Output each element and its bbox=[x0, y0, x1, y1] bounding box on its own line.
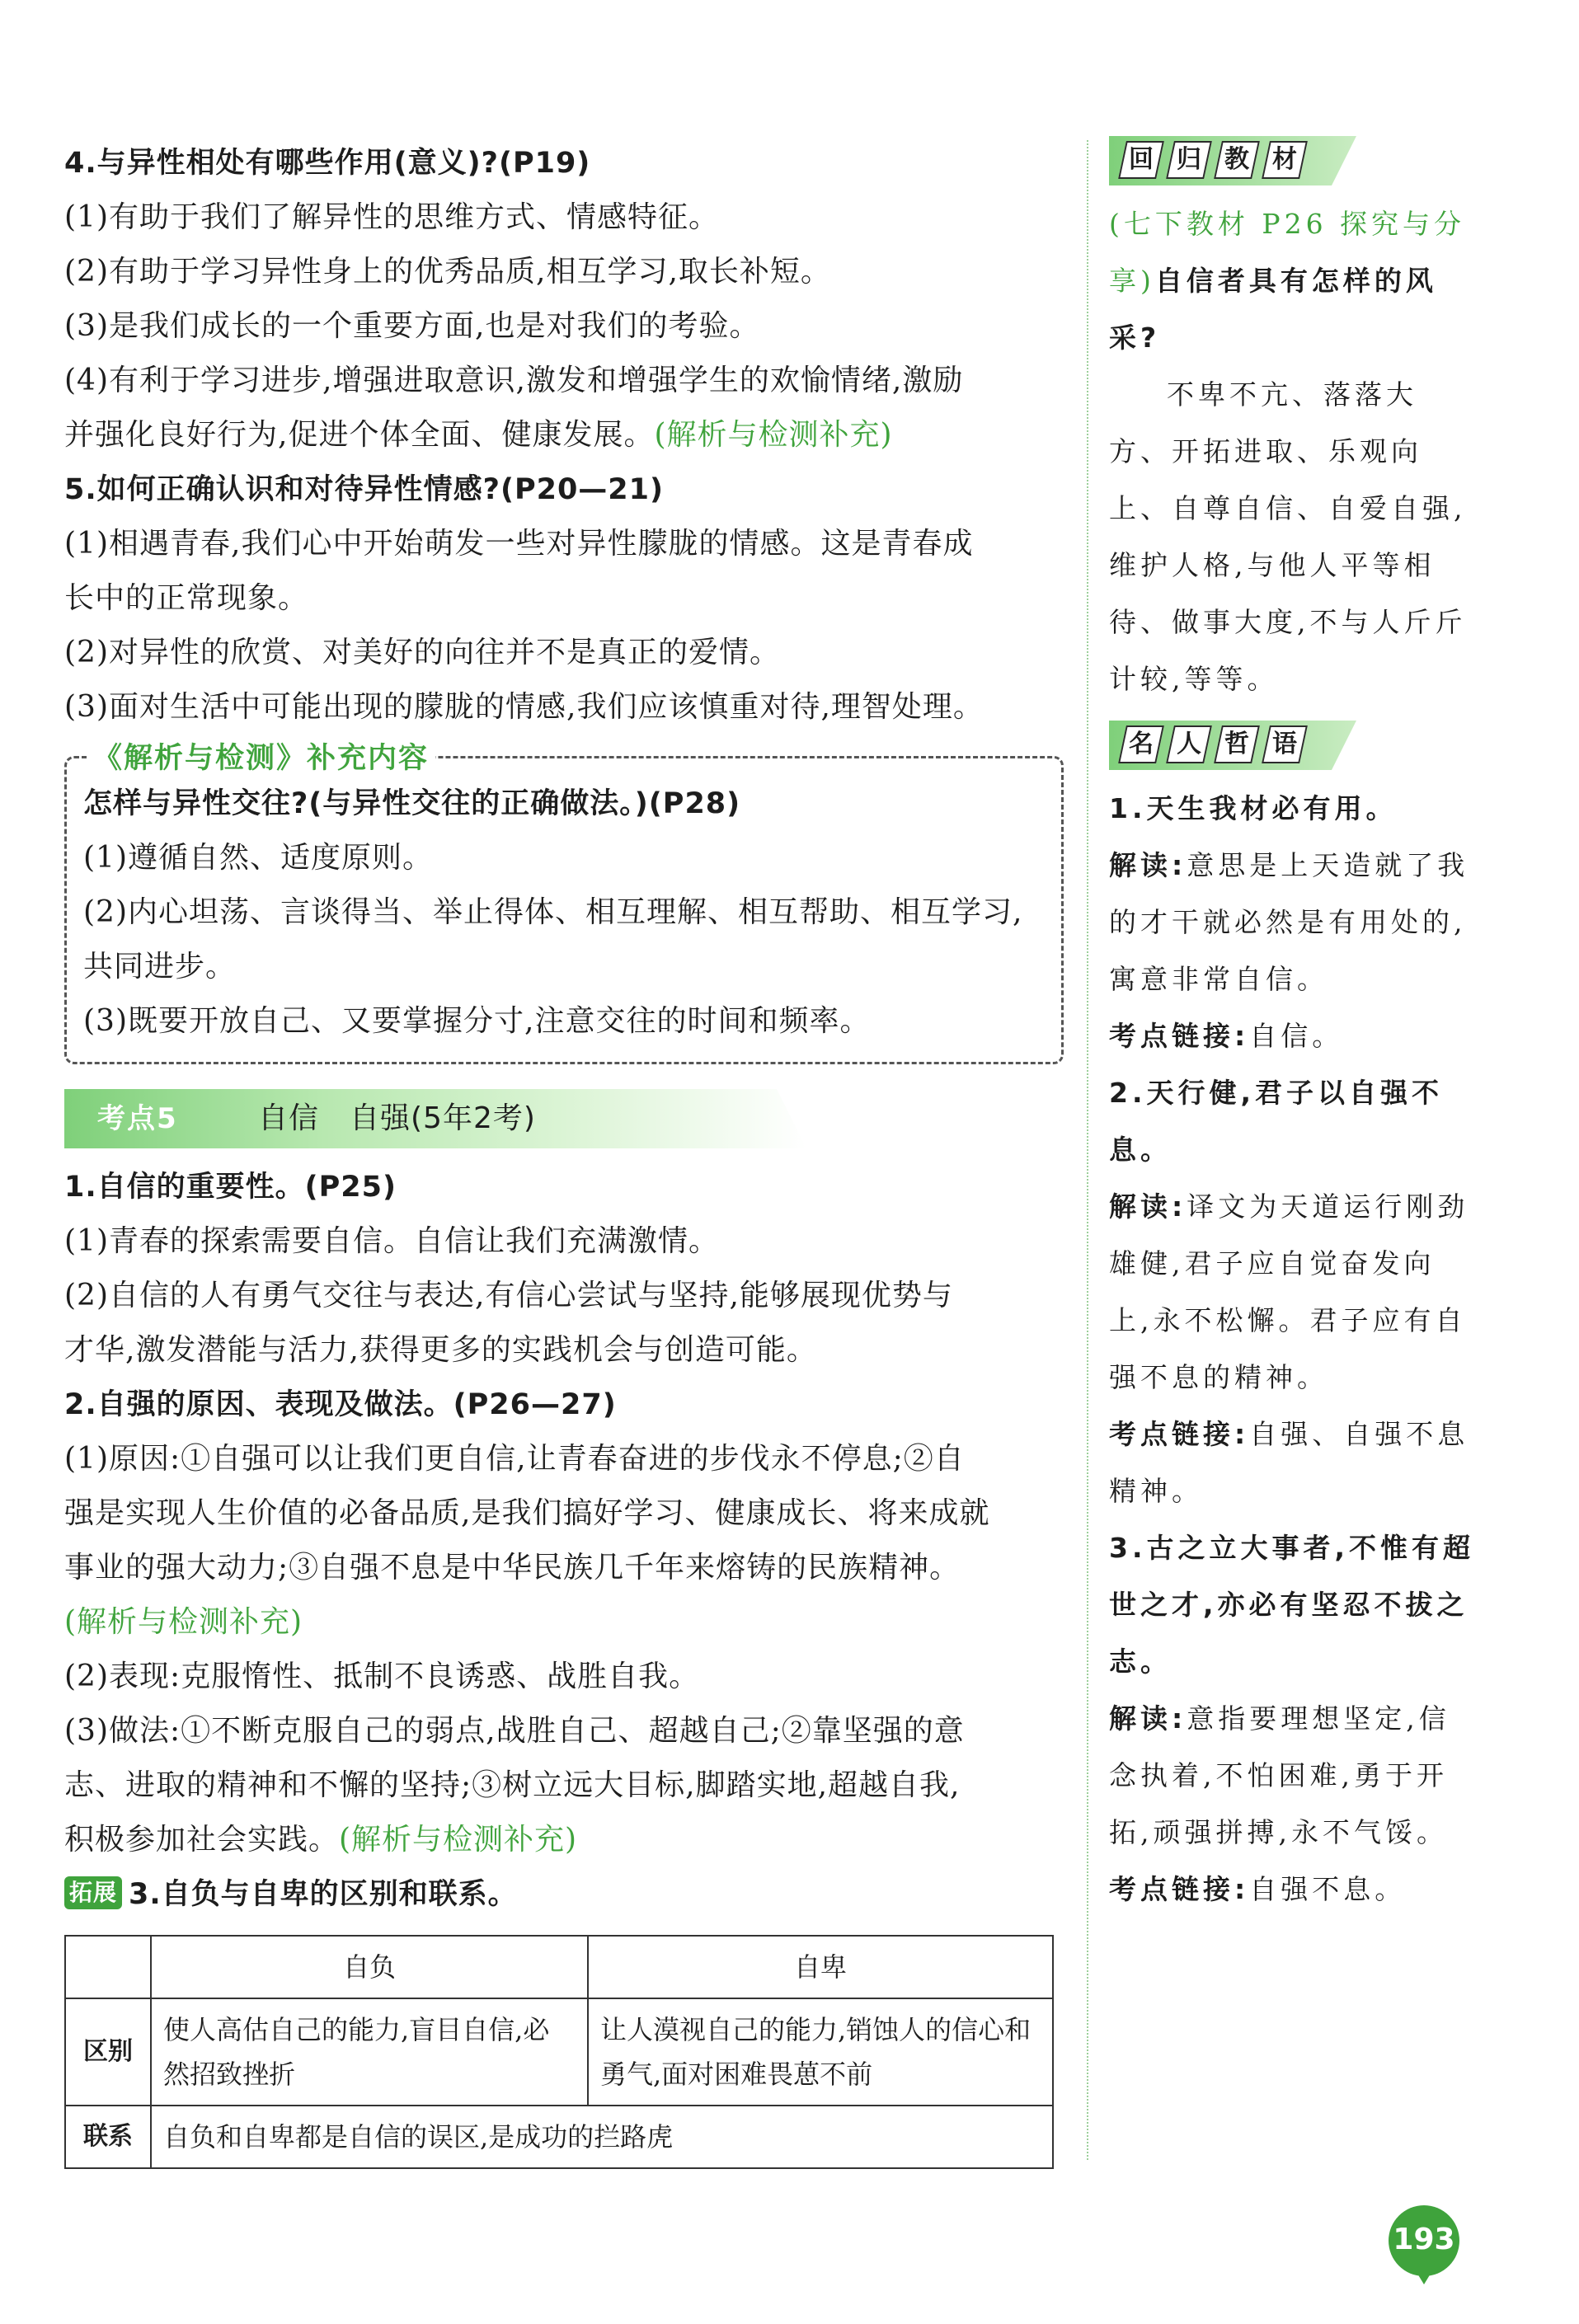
k2-item-1c: 事业的强大动力;③自强不息是中华民族几千年来熔铸的民族精神。 bbox=[64, 1551, 961, 1585]
quote-3-interpretation: 解读:意指要理想坚定,信念执着,不怕困难,勇于开拓,顽强拼搏,永不气馁。 bbox=[1109, 1702, 1450, 1848]
banner-mingren-zheyu bbox=[1109, 721, 1356, 770]
supplement-box bbox=[64, 742, 1064, 1064]
k2-item-3b: 志、进取的精神和不懈的坚持;③树立远大目标,脚踏实地,超越自我, bbox=[64, 1768, 961, 1802]
quote-3-link: 考点链接:自强不息。 bbox=[1109, 1873, 1407, 1905]
k2-title: 2.自强的原因、表现及做法。(P26—27) bbox=[64, 1388, 617, 1421]
left-column bbox=[64, 136, 1062, 2169]
k2-item-1a: (1)原因:①自强可以让我们更自信,让青春奋进的步伐永不停息;②自 bbox=[64, 1442, 965, 1476]
k3-title: 3.自负与自卑的区别和联系。 bbox=[129, 1878, 518, 1911]
table-cell: 自负和自卑都是自信的误区,是成功的拦路虎 bbox=[151, 2106, 1053, 2168]
quote-2-link: 考点链接:自强、自强不息精神。 bbox=[1109, 1418, 1469, 1507]
banner-char: 归 bbox=[1166, 141, 1212, 179]
banner-huigui-jiaocai bbox=[1109, 136, 1356, 185]
section-4-title: 4.与异性相处有哪些作用(意义)?(P19) bbox=[64, 147, 591, 180]
banner-char: 人 bbox=[1166, 725, 1212, 763]
table-cell: 让人漠视自己的能力,销蚀人的信心和勇气,面对困难畏葸不前 bbox=[588, 1998, 1053, 2106]
table-cell: 使人高估自己的能力,盲目自信,必然招致挫折 bbox=[151, 1998, 588, 2106]
page-number: 193 bbox=[1389, 2205, 1459, 2276]
table-row bbox=[65, 1998, 1053, 2106]
k2-item-3c bbox=[64, 1813, 1062, 1867]
banner-char: 教 bbox=[1214, 141, 1260, 179]
table-col-zibei: 自卑 bbox=[588, 1936, 1053, 1998]
tuozhan-badge: 拓展 bbox=[64, 1876, 122, 1909]
supplement-question: 怎样与异性交往?(与异性交往的正确做法。)(P28) bbox=[83, 787, 741, 820]
table-col-zifu: 自负 bbox=[151, 1936, 588, 1998]
k1-item-1: (1)青春的探索需要自信。自信让我们充满激情。 bbox=[64, 1224, 719, 1258]
supplement-item-1: (1)遵循自然、适度原则。 bbox=[83, 841, 433, 875]
quote-1-link: 考点链接:自信。 bbox=[1109, 1020, 1344, 1052]
textbook-ref bbox=[1109, 195, 1476, 366]
quote-2-interpretation: 解读:译文为天道运行刚劲雄健,君子应自觉奋发向上,永不松懈。君子应有自强不息的精神。 bbox=[1109, 1190, 1469, 1393]
kaodian-banner bbox=[64, 1089, 1062, 1148]
quote-2: 2.天行健,君子以自强不息。 bbox=[1109, 1077, 1444, 1166]
banner-chars bbox=[1122, 725, 1304, 763]
s4-supplement-note: (解析与检测补充) bbox=[654, 418, 893, 452]
banner-char: 回 bbox=[1118, 141, 1164, 179]
supplement-title: 《解析与检测》补充内容 bbox=[87, 735, 435, 777]
s4-item-1: (1)有助于我们了解异性的思维方式、情感特征。 bbox=[64, 200, 719, 234]
s4-item-2: (2)有助于学习异性身上的优秀品质,相互学习,取长补短。 bbox=[64, 255, 831, 289]
s4-item-3: (3)是我们成长的一个重要方面,也是对我们的考验。 bbox=[64, 309, 760, 343]
table-row bbox=[65, 2106, 1053, 2168]
banner-char: 哲 bbox=[1214, 725, 1260, 763]
s4-item-4a: (4)有利于学习进步,增强进取意识,激发和增强学生的欢愉情绪,激励 bbox=[64, 364, 964, 397]
table-corner-cell bbox=[65, 1936, 151, 1998]
section-5-title: 5.如何正确认识和对待异性情感?(P20—21) bbox=[64, 473, 665, 506]
k2-item-3-note: (解析与检测补充) bbox=[339, 1823, 578, 1857]
k2-item-1b: 强是实现人生价值的必备品质,是我们搞好学习、健康成长、将来成就 bbox=[64, 1496, 990, 1530]
kaodian-title: 自信 自强(5年2考) bbox=[258, 1101, 536, 1135]
k2-item-2: (2)表现:克服惰性、抵制不良诱惑、战胜自我。 bbox=[64, 1660, 700, 1693]
quote-3: 3.古之立大事者,不惟有超世之才,亦必有坚忍不拔之志。 bbox=[1109, 1532, 1475, 1678]
table-row-head-lianxi: 联系 bbox=[65, 2106, 151, 2168]
column-divider bbox=[1087, 140, 1088, 2160]
banner-char: 材 bbox=[1262, 141, 1308, 179]
table-header-row bbox=[65, 1936, 1053, 1998]
banner-char: 名 bbox=[1118, 725, 1164, 763]
supplement-item-2a: (2)内心坦荡、言谈得当、举止得体、相互理解、相互帮助、相互学习, bbox=[83, 895, 1023, 929]
s5-item-3: (3)面对生活中可能出现的朦胧的情感,我们应该慎重对待,理智处理。 bbox=[64, 690, 984, 724]
s5-item-1b: 长中的正常现象。 bbox=[64, 581, 309, 615]
k3-title-row bbox=[64, 1867, 1062, 1922]
k1-title: 1.自信的重要性。(P25) bbox=[64, 1171, 397, 1204]
s5-item-1a: (1)相遇青春,我们心中开始萌发一些对异性朦胧的情感。这是青春成 bbox=[64, 527, 974, 561]
k2-item-3a: (3)做法:①不断克服自己的弱点,战胜自己、超越自己;②靠坚强的意 bbox=[64, 1714, 965, 1748]
right-column bbox=[1109, 136, 1476, 1918]
table-row-head-qubie: 区别 bbox=[65, 1998, 151, 2106]
textbook-ref-answer: 不卑不亢、落落大方、开拓进取、乐观向上、自尊自信、自爱自强,维护人格,与他人平等相待、做事大度,不与人斤斤计较,等等。 bbox=[1109, 378, 1467, 695]
textbook-ref-question: 自信者具有怎样的风采? bbox=[1109, 265, 1437, 354]
k2-item-1-note: (解析与检测补充) bbox=[64, 1605, 303, 1639]
quote-1: 1.天生我材必有用。 bbox=[1109, 792, 1398, 824]
banner-char: 语 bbox=[1262, 725, 1308, 763]
s4-item-4b-text: 并强化良好行为,促进个体全面、健康发展。 bbox=[64, 418, 655, 452]
k1-item-2b: 才华,激发潜能与活力,获得更多的实践机会与创造可能。 bbox=[64, 1333, 817, 1367]
textbook-ref-source: (七下教材 P26 探究与分享) bbox=[1109, 208, 1466, 297]
quote-1-interpretation: 解读:意思是上天造就了我的才干就必然是有用处的,寓意非常自信。 bbox=[1109, 849, 1469, 995]
supplement-item-2b: 共同进步。 bbox=[83, 950, 237, 984]
banner-chars bbox=[1122, 141, 1304, 179]
s5-item-2: (2)对异性的欣赏、对美好的向往并不是真正的爱情。 bbox=[64, 636, 780, 669]
kaodian-tag: 考点5 bbox=[97, 1102, 178, 1135]
s4-item-4b bbox=[64, 408, 1062, 462]
supplement-item-3: (3)既要开放自己、又要掌握分寸,注意交往的时间和频率。 bbox=[83, 1004, 871, 1038]
k1-item-2a: (2)自信的人有勇气交往与表达,有信心尝试与坚持,能够展现优势与 bbox=[64, 1279, 953, 1312]
comparison-table bbox=[64, 1935, 1054, 2169]
k2-item-3c-text: 积极参加社会实践。 bbox=[64, 1823, 340, 1857]
